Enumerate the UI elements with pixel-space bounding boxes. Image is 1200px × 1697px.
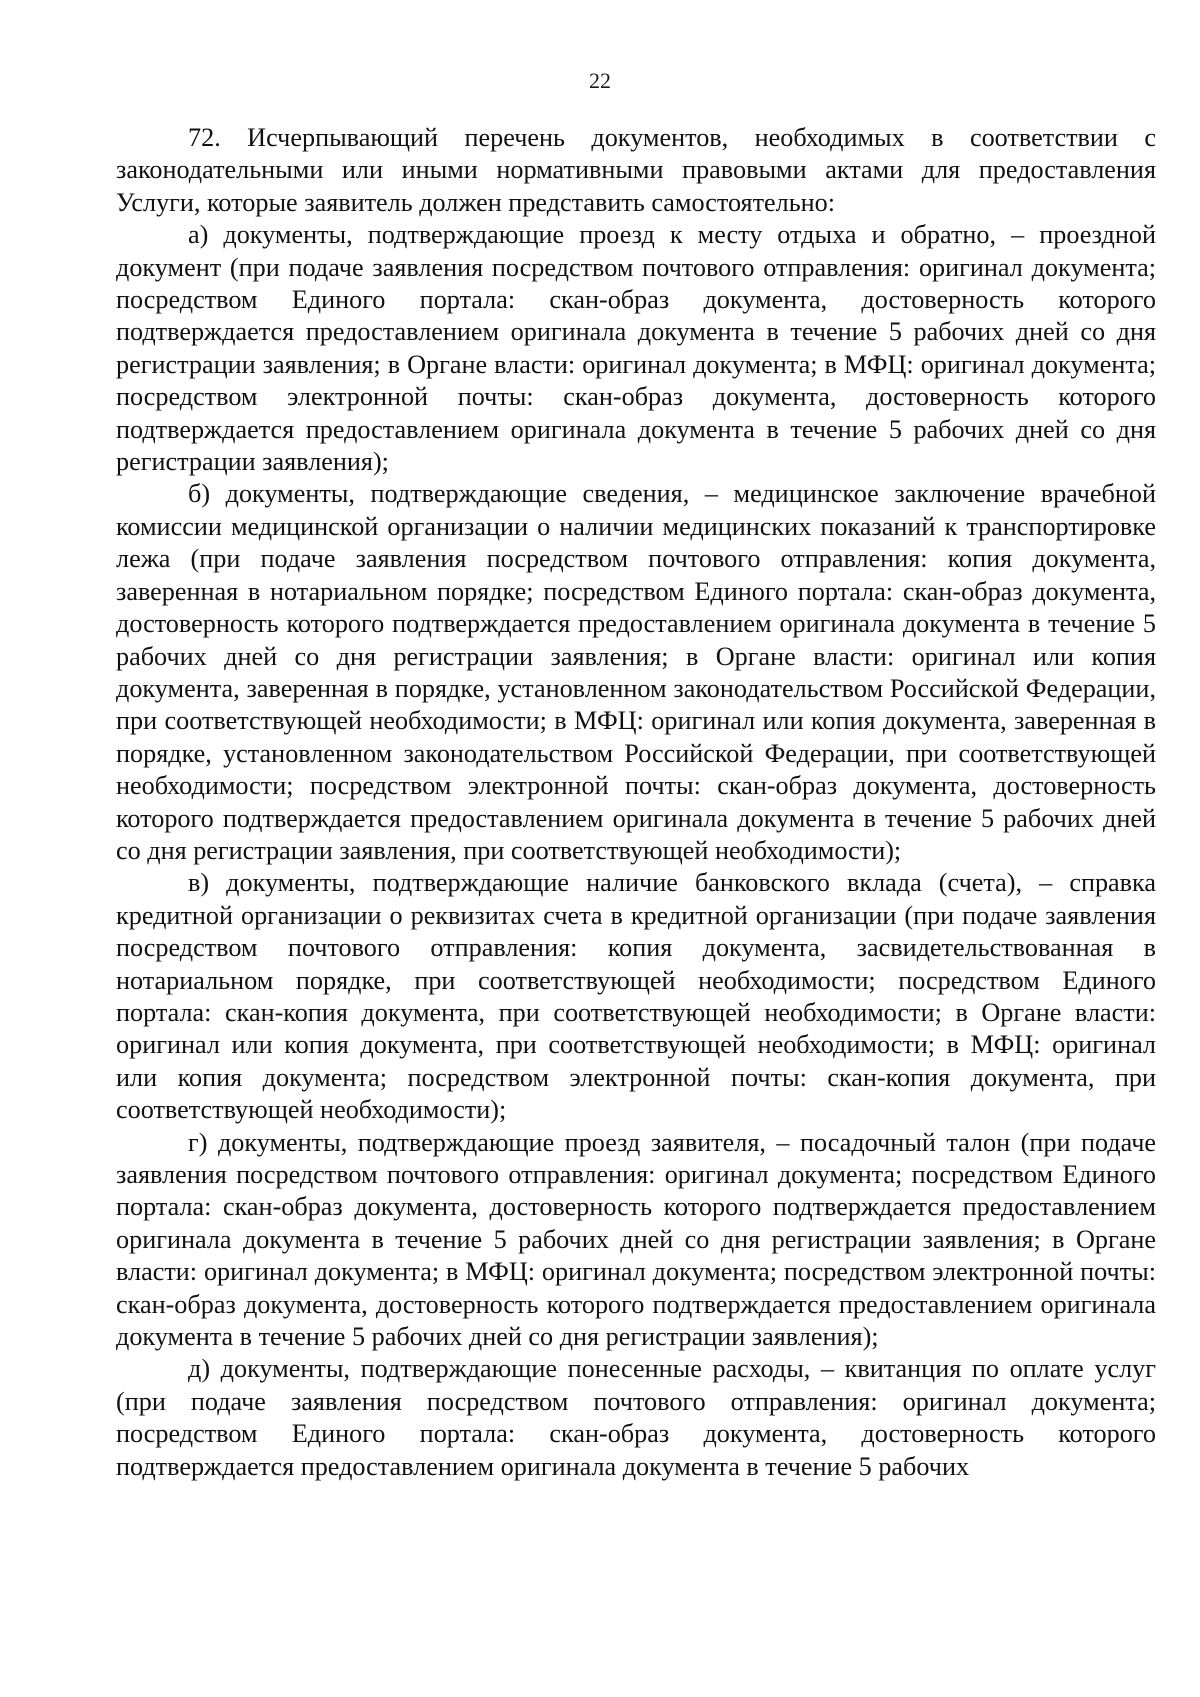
page-number: 22 xyxy=(589,68,611,93)
paragraph-b: б) документы, подтверждающие сведения, – медицинское заключение врачебной комиссии медицинской организации о наличии медицинских показаний к транспортировке лежа (при подаче заявления посредством почтового отправления: копия документа, заверенная в нотариальном порядке; посредством Единого портала: скан-образ документа, достоверность которого подтверждается предоставлением оригинала документа в течение 5 рабочих дней со дня регистрации заявления; в Органе власти: оригинал или копия документа, заверенная в порядке, установленном законодательством Российской Федерации, при соответствующей необходимости; в МФЦ: оригинал или копия документа, заверенная в порядке, установленном законодательством Российской Федерации, при соответствующей необходимости; посредством электронной почты: скан-образ документа, достоверность которого подтверждается предоставлением оригинала документа в течение 5 рабочих дней со дня регистрации заявления, при соответствующей необходимости); xyxy=(116,479,1156,865)
paragraph-72: 72. Исчерпывающий перечень документов, необходимых в соответствии с законодательными или иными нормативными правовыми актами для предоставления Услуги, которые заявитель должен представить самостоятельно: xyxy=(116,123,1156,217)
paragraph-a: а) документы, подтверждающие проезд к месту отдыха и обратно, – проездной документ (при подаче заявления посредством почтового отправления: оригинал документа; посредством Единого портала: скан-образ документа, достоверность которого подтверждается предоставлением оригинала документа в течение 5 рабочих дней со дня регистрации заявления; в Органе власти: оригинал документа; в МФЦ: оригинал документа; посредством электронной почты: скан-образ документа, достоверность которого подтверждается предоставлением оригинала документа в течение 5 рабочих дней со дня регистрации заявления); xyxy=(116,220,1156,477)
paragraph-v: в) документы, подтверждающие наличие банковского вклада (счета), – справка кредитной организации о реквизитах счета в кредитной организации (при подаче заявления посредством почтового отправления: копия документа, засвидетельствованная в нотариальном порядке, при соответствующей необходимости; посредством Единого портала: скан-копия документа, при соответствующей необходимости; в Органе власти: оригинал или копия документа, при соответствующей необходимости; в МФЦ: оригинал или копия документа; посредством электронной почты: скан-копия документа, при соответствующей необходимости); xyxy=(116,868,1156,1125)
document-body xyxy=(116,122,1156,1483)
paragraph-g: г) документы, подтверждающие проезд заявителя, – посадочный талон (при подаче заявления посредством почтового отправления: оригинал документа; посредством Единого портала: скан-образ документа, достоверность которого подтверждается предоставлением оригинала документа в течение 5 рабочих дней со дня регистрации заявления; в Органе власти: оригинал документа; в МФЦ: оригинал документа; посредством электронной почты: скан-образ документа, достоверность которого подтверждается предоставлением оригинала документа в течение 5 рабочих дней со дня регистрации заявления); xyxy=(116,1127,1156,1352)
paragraph-d: д) документы, подтверждающие понесенные расходы, – квитанция по оплате услуг (при подаче заявления посредством почтового отправления: оригинал документа; посредством Единого портала: скан-образ документа, достоверность которого подтверждается предоставлением оригинала документа в течение 5 рабочих xyxy=(116,1354,1156,1481)
